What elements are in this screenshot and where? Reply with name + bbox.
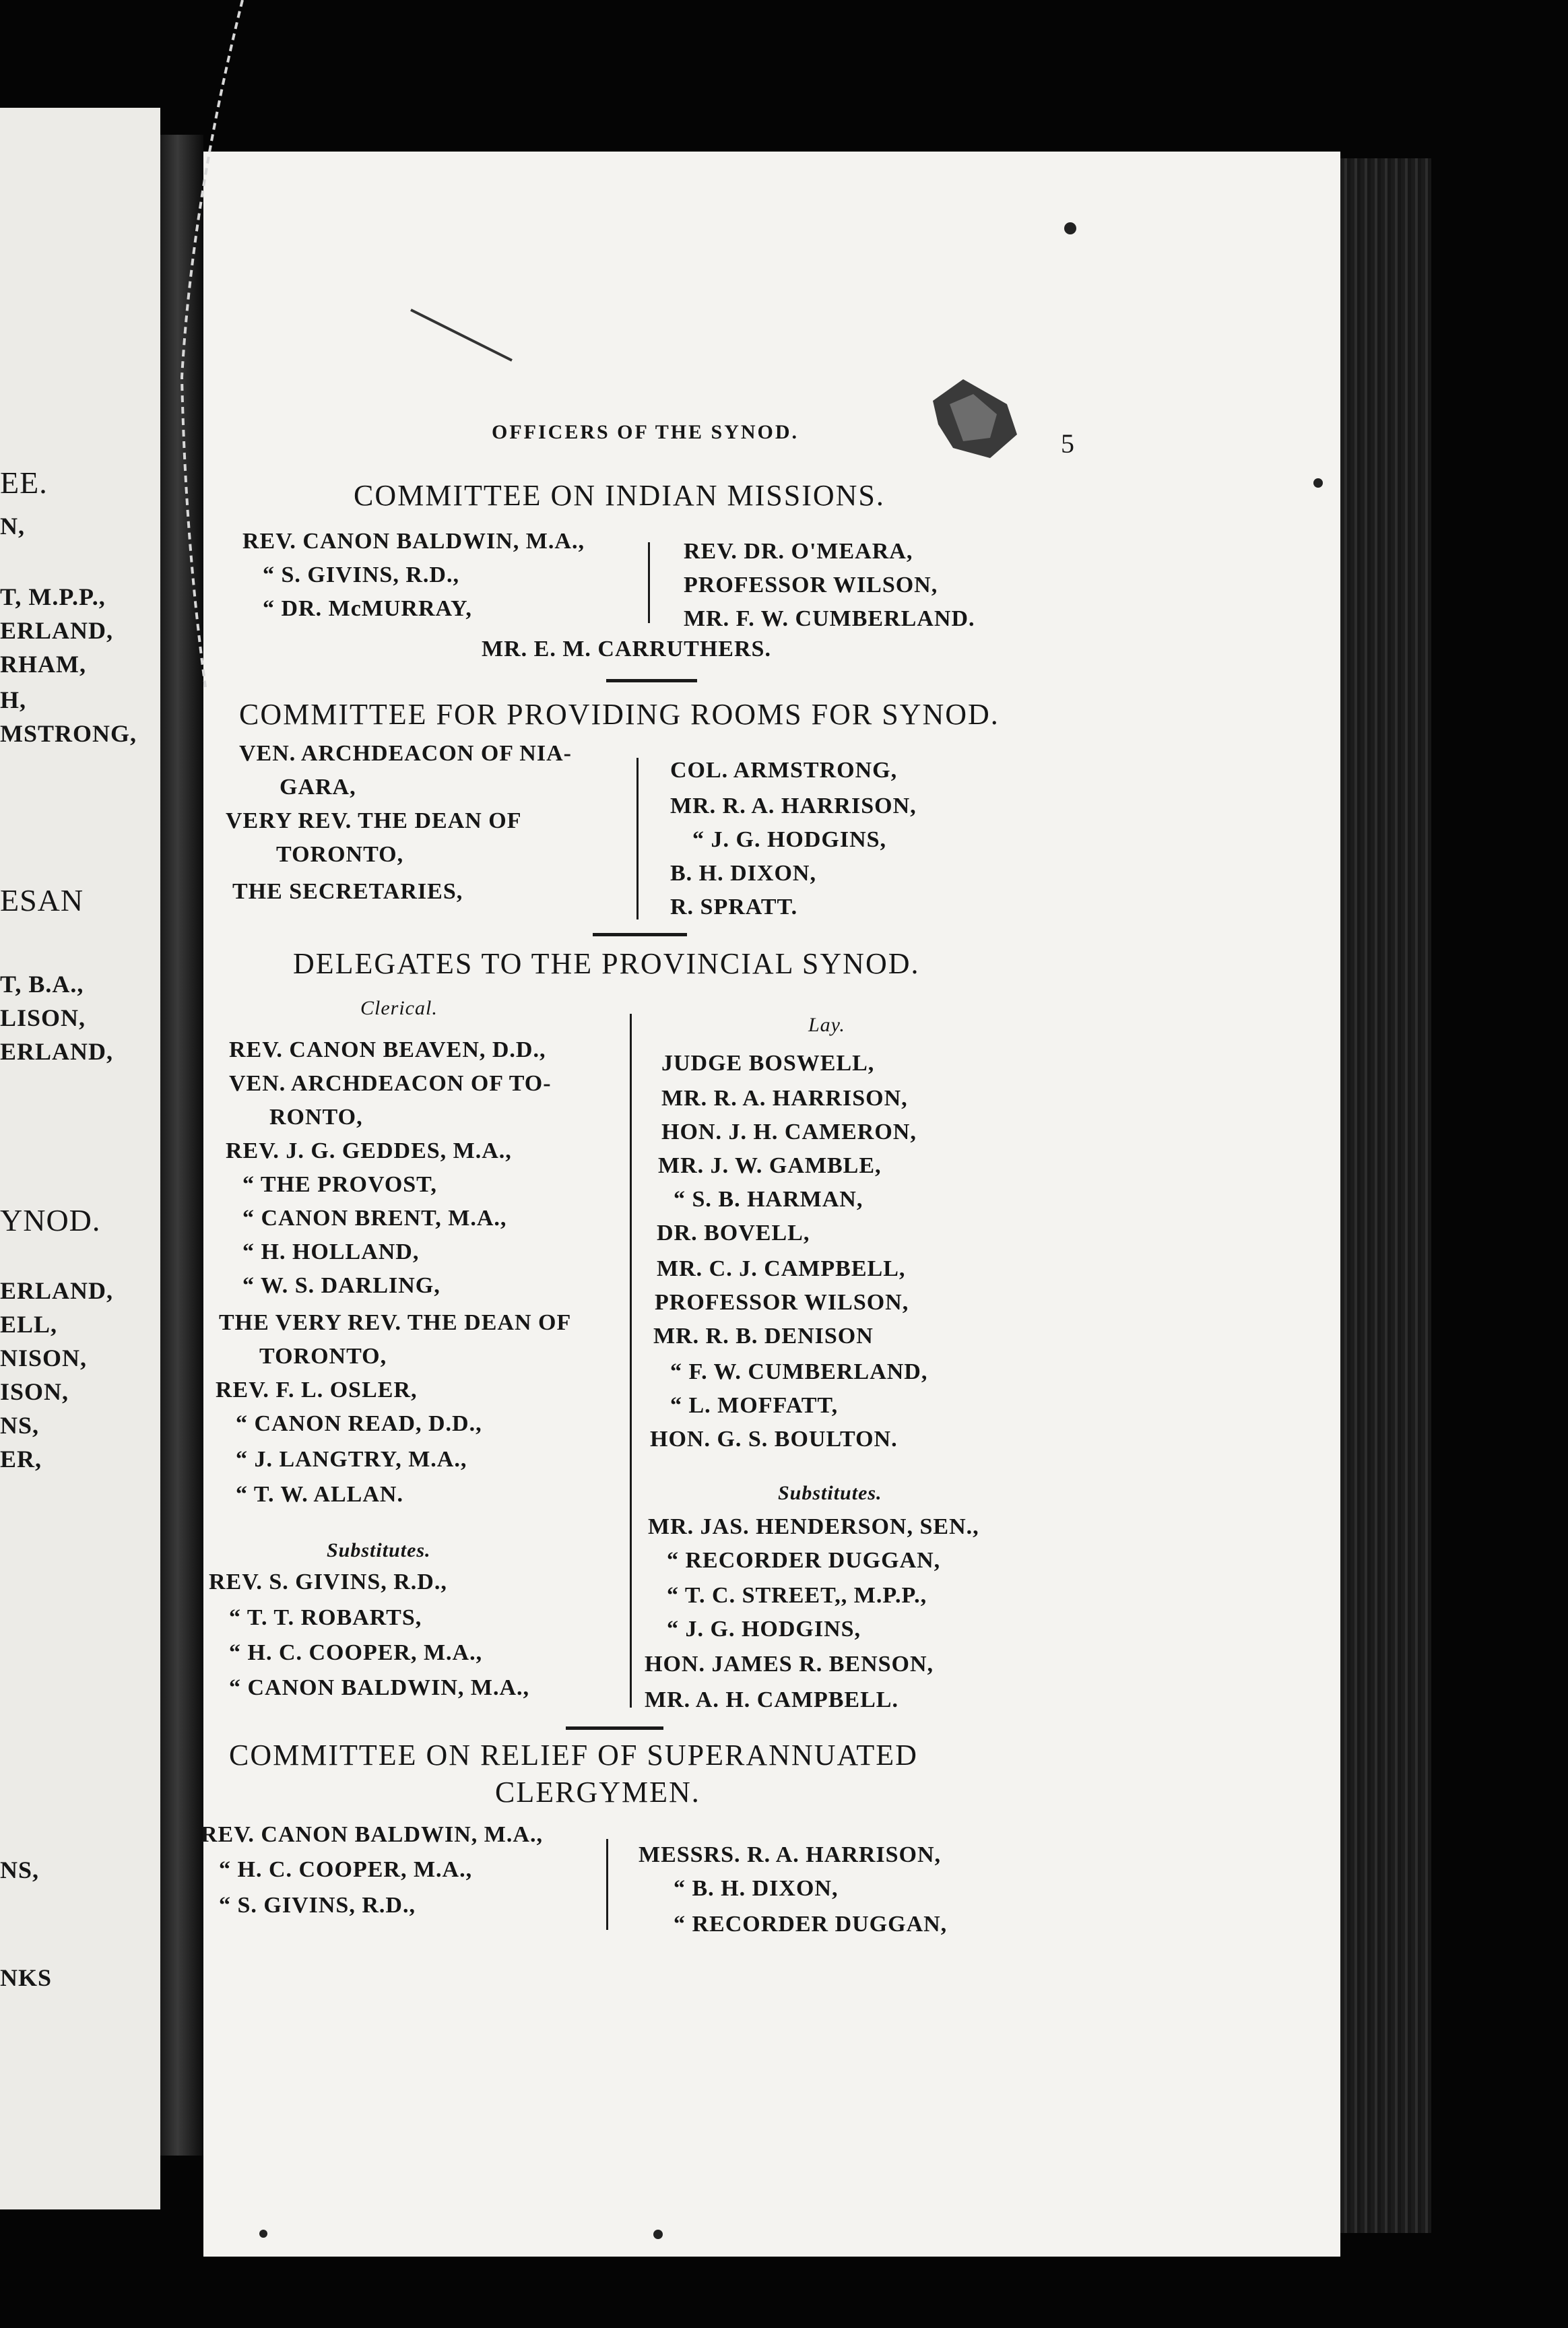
lay-substitute: MR. A. H. CAMPBELL. — [645, 1687, 899, 1712]
member-line: MESSRS. R. A. HARRISON, — [639, 1842, 942, 1867]
clerical-substitute: “ H. C. COOPER, M.A., — [229, 1640, 483, 1665]
left-page-line: N, — [0, 513, 25, 540]
left-page-line: NS, — [0, 1412, 40, 1439]
left-page-line: ER, — [0, 1446, 42, 1473]
member-line: “ RECORDER DUGGAN, — [674, 1912, 948, 1937]
member-line: PROFESSOR WILSON, — [684, 573, 938, 597]
left-page-line: LISON, — [0, 1004, 86, 1031]
clerical-delegate: “ W. S. DARLING, — [242, 1273, 440, 1298]
member-line: MR. R. A. HARRISON, — [670, 794, 917, 818]
member-line: “ J. G. HODGINS, — [692, 827, 887, 852]
left-page-line: ERLAND, — [0, 1038, 114, 1065]
lay-delegate: MR. R. B. DENISON — [653, 1324, 874, 1349]
member-line: GARA, — [280, 775, 356, 800]
page-edges — [1340, 158, 1431, 2233]
left-page-line: EE. — [0, 465, 48, 500]
member-line: “ S. GIVINS, R.D., — [263, 562, 459, 587]
column-divider — [648, 542, 650, 623]
member-line-centered: MR. E. M. CARRUTHERS. — [482, 637, 771, 661]
member-line: VEN. ARCHDEACON OF NIA- — [239, 741, 572, 766]
clerical-substitute: “ CANON BALDWIN, M.A., — [229, 1675, 530, 1700]
column-divider — [630, 1014, 632, 1708]
lay-delegate: MR. C. J. CAMPBELL, — [657, 1256, 906, 1281]
member-line: COL. ARMSTRONG, — [670, 758, 898, 783]
lay-substitute: “ T. C. STREET,, M.P.P., — [667, 1583, 927, 1608]
lay-delegate: DR. BOVELL, — [657, 1221, 810, 1246]
left-page-line: ESAN — [0, 883, 84, 917]
clerical-delegate: “ H. HOLLAND, — [242, 1239, 420, 1264]
member-line: REV. DR. O'MEARA, — [684, 539, 913, 564]
lay-delegate: JUDGE BOSWELL, — [661, 1051, 875, 1076]
page-number: 5 — [1061, 428, 1075, 459]
clerical-delegate: REV. J. G. GEDDES, M.A., — [226, 1138, 512, 1163]
clerical-delegate: VEN. ARCHDEACON OF TO- — [229, 1071, 552, 1096]
member-line: R. SPRATT. — [670, 895, 798, 919]
left-page-line: MSTRONG, — [0, 720, 137, 747]
clerical-delegate: RONTO, — [269, 1105, 363, 1130]
section-divider — [593, 933, 687, 936]
lay-substitute: “ J. G. HODGINS, — [667, 1617, 861, 1642]
clerical-delegate: “ CANON READ, D.D., — [236, 1411, 482, 1436]
left-page-line: NISON, — [0, 1345, 88, 1371]
member-line: B. H. DIXON, — [670, 861, 816, 886]
member-line: “ DR. McMURRAY, — [263, 596, 472, 621]
section-title-delegates: DELEGATES TO THE PROVINCIAL SYNOD. — [293, 947, 920, 980]
dust-speck — [653, 2230, 663, 2239]
scratch-mark — [404, 296, 525, 370]
lay-delegate: MR. R. A. HARRISON, — [661, 1086, 908, 1111]
clerical-delegate: REV. F. L. OSLER, — [216, 1378, 418, 1402]
section-title-superannuated-line2: CLERGYMEN. — [495, 1776, 700, 1809]
member-line: TORONTO, — [276, 842, 404, 867]
member-line: “ S. GIVINS, R.D., — [219, 1893, 416, 1918]
section-divider — [566, 1726, 663, 1730]
lay-delegate: MR. J. W. GAMBLE, — [658, 1153, 882, 1178]
clerical-label: Clerical. — [360, 997, 438, 1019]
left-page-line: RHAM, — [0, 651, 86, 678]
section-divider — [606, 679, 697, 682]
member-line: THE SECRETARIES, — [232, 879, 463, 904]
member-line: REV. CANON BALDWIN, M.A., — [242, 529, 585, 554]
left-page-line: T, B.A., — [0, 971, 84, 998]
lay-delegate: “ L. MOFFATT, — [670, 1393, 839, 1418]
clerical-delegate: “ THE PROVOST, — [242, 1172, 437, 1197]
lay-substitute: HON. JAMES R. BENSON, — [645, 1652, 934, 1677]
left-page-line: H, — [0, 686, 27, 713]
left-page-line: T, M.P.P., — [0, 583, 106, 610]
member-line: VERY REV. THE DEAN OF — [226, 808, 522, 833]
left-page-line: NKS — [0, 1964, 53, 1991]
running-title: OFFICERS OF THE SYNOD. — [492, 421, 799, 443]
section-title-rooms: COMMITTEE FOR PROVIDING ROOMS FOR SYNOD. — [239, 698, 1000, 731]
left-page-line: ELL, — [0, 1311, 58, 1338]
column-divider — [636, 758, 639, 919]
lay-delegate: HON. J. H. CAMERON, — [661, 1120, 917, 1144]
dust-speck — [1064, 222, 1076, 234]
ink-blot — [926, 374, 1024, 465]
left-page-line: ISON, — [0, 1378, 69, 1405]
clerical-substitutes-label: Substitutes. — [327, 1539, 431, 1561]
lay-delegate: “ F. W. CUMBERLAND, — [670, 1359, 928, 1384]
clerical-delegate: “ CANON BRENT, M.A., — [242, 1206, 507, 1231]
film-scratch — [165, 0, 253, 694]
clerical-delegate: THE VERY REV. THE DEAN OF — [219, 1310, 572, 1335]
member-line: “ H. C. COOPER, M.A., — [219, 1857, 473, 1882]
lay-substitute: “ RECORDER DUGGAN, — [667, 1548, 941, 1573]
lay-label: Lay. — [808, 1014, 845, 1036]
left-page-line: NS, — [0, 1856, 40, 1883]
member-line: REV. CANON BALDWIN, M.A., — [201, 1822, 543, 1847]
member-line: “ B. H. DIXON, — [674, 1876, 839, 1901]
section-title-superannuated: COMMITTEE ON RELIEF OF SUPERANNUATED — [229, 1739, 918, 1772]
clerical-delegate: “ T. W. ALLAN. — [236, 1482, 403, 1507]
section-title-indian-missions: COMMITTEE ON INDIAN MISSIONS. — [354, 479, 885, 512]
lay-substitute: MR. JAS. HENDERSON, SEN., — [648, 1514, 979, 1539]
lay-delegate: PROFESSOR WILSON, — [655, 1290, 909, 1315]
lay-substitutes-label: Substitutes. — [778, 1482, 882, 1504]
clerical-delegate: TORONTO, — [259, 1344, 387, 1369]
clerical-delegate: “ J. LANGTRY, M.A., — [236, 1447, 467, 1472]
left-page-line: ERLAND, — [0, 1277, 114, 1304]
clerical-delegate: REV. CANON BEAVEN, D.D., — [229, 1037, 546, 1062]
clerical-substitute: REV. S. GIVINS, R.D., — [209, 1570, 447, 1594]
lay-delegate: “ S. B. HARMAN, — [674, 1187, 863, 1212]
member-line: MR. F. W. CUMBERLAND. — [684, 606, 975, 631]
clerical-substitute: “ T. T. ROBARTS, — [229, 1605, 422, 1630]
left-page-line: ERLAND, — [0, 617, 114, 644]
dust-speck — [1313, 478, 1323, 488]
dust-speck — [259, 2230, 267, 2238]
lay-delegate: HON. G. S. BOULTON. — [650, 1427, 898, 1452]
column-divider — [606, 1839, 608, 1930]
left-page-line: YNOD. — [0, 1203, 101, 1237]
left-facing-page — [0, 108, 160, 2209]
